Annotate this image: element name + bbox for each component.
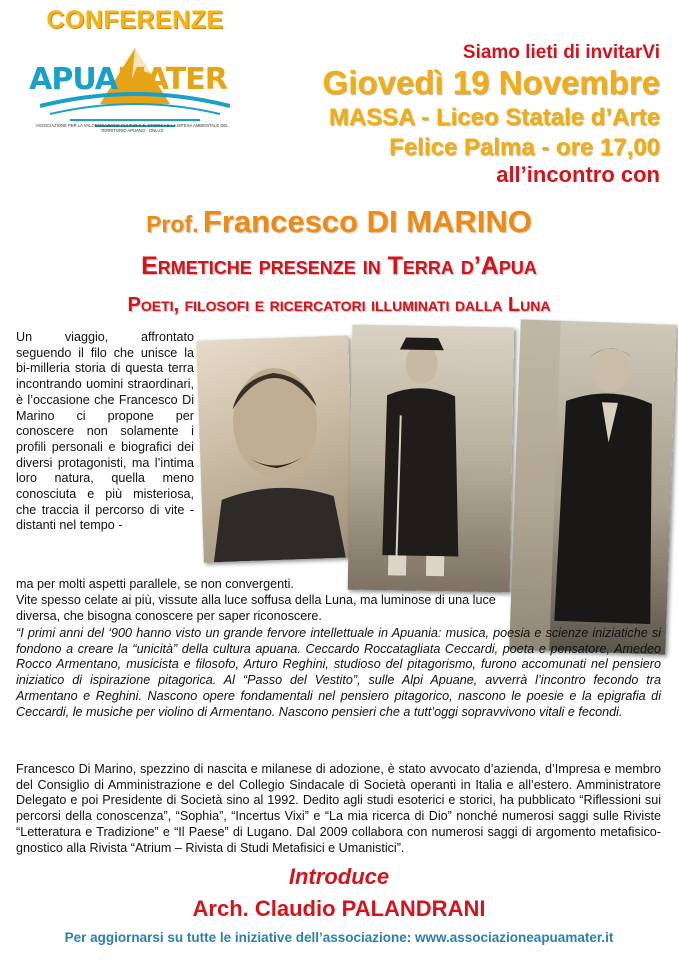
standing-man-photo [348,325,515,593]
event-venue-time: Felice Palma - ore 17,00 [389,134,660,161]
introduce-label: Introduce [288,864,390,889]
bio-paragraph: Francesco Di Marino, spezzino di nascita e milanese di adozione, è stato avvocato d’azienda, d’Impresa e membro del Consiglio di Amministrazione e del Collegio Sindacale di Società operanti in Italia e all’estero. Amministratore Delegato e poi Presidente di Società sino al 1992. Dedito agli studi esoterici e storici, ha pubblicato “Riflessioni sui percorsi della conoscenza”, “Sophia”, “Incertus Vixi” e “La mia ricerca di Dio” nonché numerosi saggi sulle Riviste “Letteratura e Tradizione” e “Il Paese” di Lugano. Dal 2009 collabora con numerosi saggi di argomento metafisico-gnostico alla Rivista “Atrium – Rivista di Studi Metafisici e Umanistici”. [16,762,661,855]
logo-name-part2: MATER [117,62,227,97]
conference-subtitle: Poeti, filosofi e ricercatori illuminati dalla Luna [127,294,551,316]
footer [0,930,678,945]
event-venue: MASSA - Liceo Statale d’Arte [328,104,660,131]
intro-paragraph: Un viaggio, affrontato seguendo il filo che unisce la bi-milleria storia di questa terra incontrando uomini straordinari, è l’occasione che Francesco Di Marino ci propone per conoscere non solamente i profili personali e biografici dei diversi protagonisti, ma l’intima loro natura, quella meno conosciuta e più misteriosa, che traccia il percorso di vite - distanti nel tempo - [16,330,194,533]
logo-subtitle: ASSOCIAZIONE PER LA VALORIZZAZIONE CULTURALE, STORICA E LA DIFESA AMBIENTALE DEL TERRITORIO APUANO - ONLUS [35,123,229,133]
footer-text: Per aggiornarsi su tutte le iniziative dell’associazione: [64,930,412,945]
quote-paragraph: “I primi anni del ‘900 hanno visto un grande fervore intellettuale in Apuania: musica, poesia e scienze iniziatiche si fondono a creare la “unicità” della cultura apuana. Ceccardo Roccatagliata Ceccardi, poeta e pensatore, Amedeo Rocco Armentano, musicista e filosofo, Arturo Reghini, studioso del pitagorismo, furono accomunati nel pensiero iniziatico di ispirazione pitagorica. Al “Passo del Vestito”, sulle Alpi Apuane, avverrà l’incontro fecondo tra Armentano e Reghini. Nascono opere fondamentali nel pensiero pitagorico, nascono le poesie e la epigrafia di Ceccardi, le musiche per violino di Armentano. Nascono pensieri che a tutt’oggi sopravvivono vitali e fecondi. [16,626,661,719]
speaker-prefix: Prof. [146,211,199,237]
website-link[interactable]: www.associazioneapuamater.it [415,930,614,945]
logo-name-part1: APUA [29,62,118,97]
speaker-fullname: Francesco DI MARINO [202,204,532,239]
second-paragraph: Vite spesso celate ai più, vissute alla luce soffusa della Luna, ma luminose di una luce diversa, che bisogna conoscere per saper riconoscere. [16,593,496,623]
invitation-line: Siamo lieti di invitarVi [462,42,660,63]
portrait-photo [196,335,356,562]
conference-title: Ermetiche presenze in Terra d’Apua [141,252,537,280]
intro-paragraph-end: ma per molti aspetti parallele, se non convergenti. [16,577,294,591]
logo-title: CONFERENZE [46,6,224,34]
introducer-name: Arch. Claudio PALANDRANI [192,896,486,921]
man-in-coat-photo [509,319,676,654]
speaker-name [0,204,678,240]
event-date: Giovedì 19 Novembre [322,64,660,101]
logo-name [28,62,228,97]
invitation-meeting-line: all’incontro con [496,162,660,187]
